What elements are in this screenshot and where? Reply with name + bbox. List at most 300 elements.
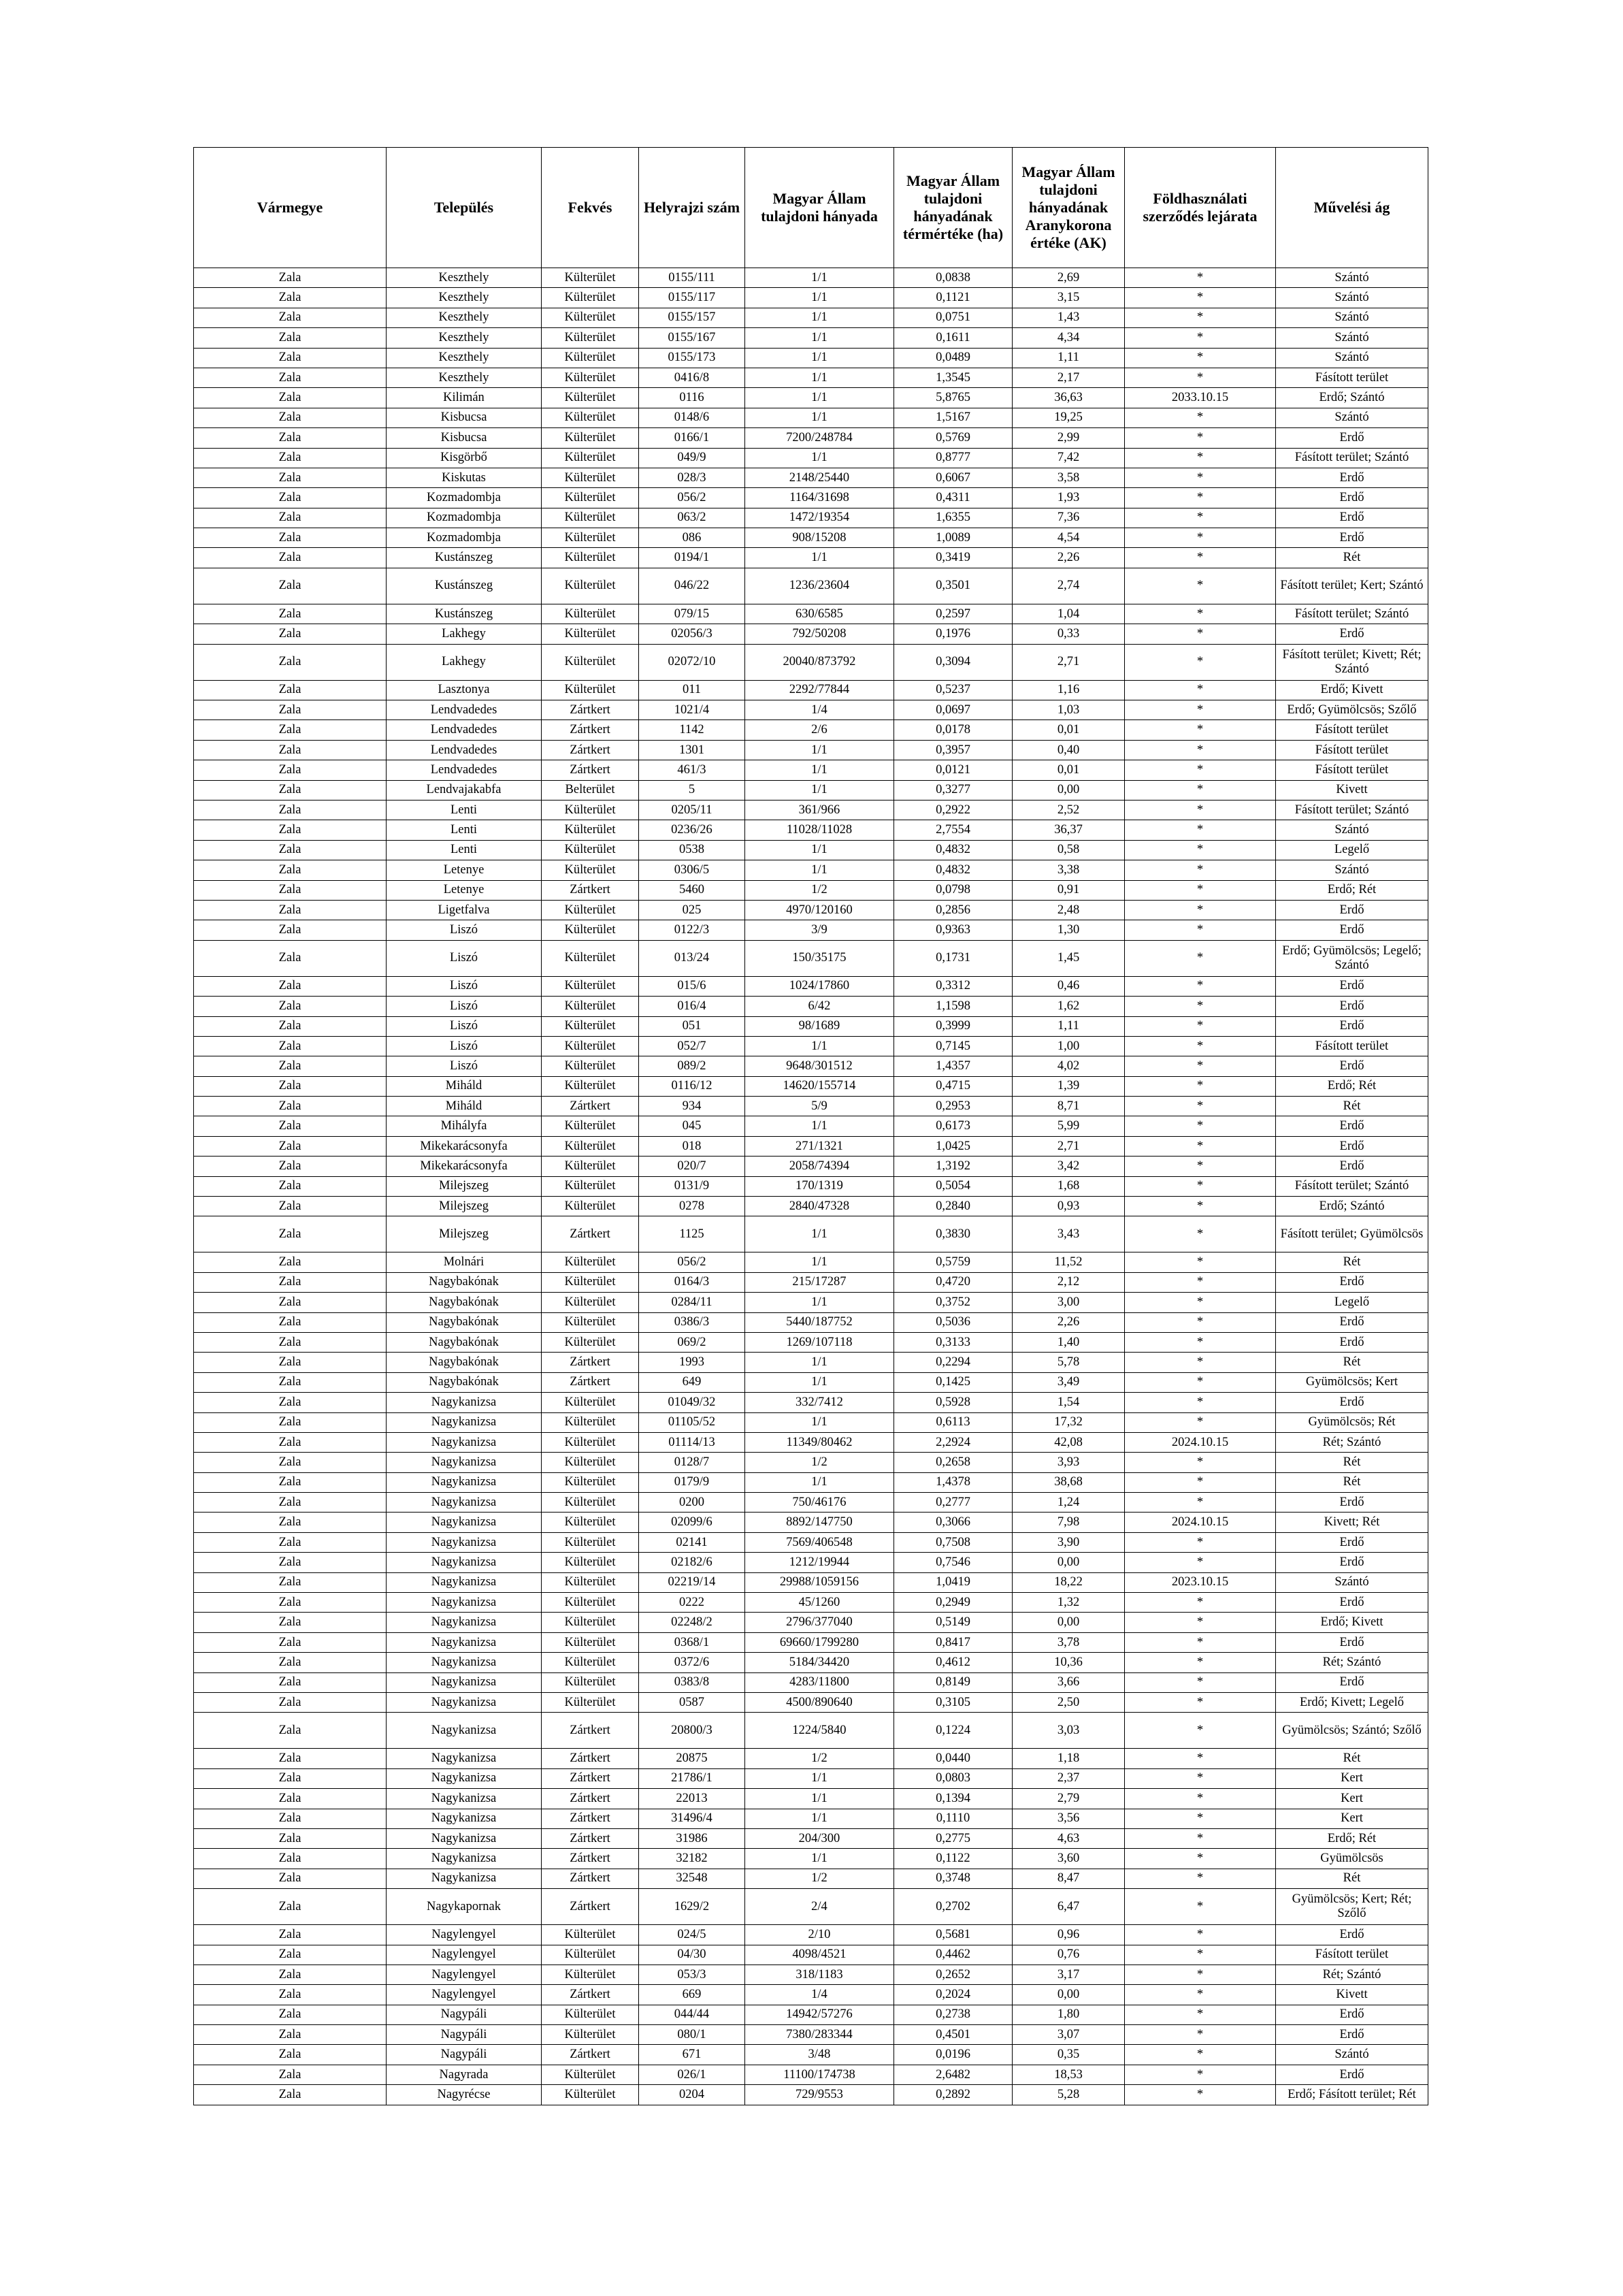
county-cell: Zala — [194, 1056, 387, 1076]
county-cell: Zala — [194, 1293, 387, 1312]
location-type-cell: Külterület — [542, 428, 639, 448]
table-row — [194, 1272, 1428, 1292]
contract-expiry-cell: * — [1125, 680, 1276, 700]
contract-expiry-cell: * — [1125, 1097, 1276, 1116]
gold-crown-value-cell: 7,42 — [1013, 448, 1125, 468]
cultivation-branch-cell: Szántó — [1276, 820, 1428, 840]
ownership-share-cell: 1/1 — [745, 408, 894, 427]
location-type-cell: Külterület — [542, 2065, 639, 2084]
gold-crown-value-cell: 38,68 — [1013, 1472, 1125, 1492]
settlement-cell: Keszthely — [387, 368, 542, 387]
ownership-share-cell: 2/6 — [745, 720, 894, 740]
contract-expiry-cell: * — [1125, 1869, 1276, 1888]
location-type-cell: Külterület — [542, 448, 639, 468]
parcel-number-cell: 0538 — [639, 840, 745, 860]
table-row — [194, 1157, 1428, 1176]
cultivation-branch-cell: Szántó — [1276, 408, 1428, 427]
location-type-cell: Zártkert — [542, 1353, 639, 1372]
parcel-number-cell: 0368/1 — [639, 1632, 745, 1652]
contract-expiry-cell: * — [1125, 508, 1276, 528]
contract-expiry-cell: * — [1125, 1293, 1276, 1312]
table-row — [194, 1176, 1428, 1196]
ownership-share-cell: 7380/283344 — [745, 2025, 894, 2045]
county-cell: Zala — [194, 800, 387, 820]
cultivation-branch-cell: Rét — [1276, 1453, 1428, 1472]
settlement-cell: Molnári — [387, 1252, 542, 1272]
settlement-cell: Nagybakónak — [387, 1312, 542, 1332]
location-type-cell: Külterület — [542, 1613, 639, 1632]
ownership-share-cell: 29988/1059156 — [745, 1572, 894, 1592]
table-row — [194, 700, 1428, 720]
location-type-cell: Zártkert — [542, 700, 639, 720]
ownership-share-cell: 45/1260 — [745, 1593, 894, 1613]
gold-crown-value-cell: 8,47 — [1013, 1869, 1125, 1888]
cultivation-branch-cell: Erdő — [1276, 900, 1428, 920]
cultivation-branch-cell: Erdő — [1276, 1116, 1428, 1136]
cultivation-branch-cell: Erdő — [1276, 1593, 1428, 1613]
gold-crown-value-cell: 2,79 — [1013, 1789, 1125, 1809]
location-type-cell: Külterület — [542, 1925, 639, 1945]
contract-expiry-cell: * — [1125, 1116, 1276, 1136]
parcel-number-cell: 0386/3 — [639, 1312, 745, 1332]
col-header-muvelesi-ag: Művelési ág — [1276, 148, 1428, 268]
gold-crown-value-cell: 3,56 — [1013, 1809, 1125, 1828]
table-row — [194, 1768, 1428, 1788]
area-ha-cell: 0,1425 — [894, 1372, 1013, 1392]
area-ha-cell: 0,8149 — [894, 1672, 1013, 1692]
parcel-number-cell: 049/9 — [639, 448, 745, 468]
settlement-cell: Liszó — [387, 997, 542, 1016]
table-row — [194, 1197, 1428, 1216]
table-row — [194, 760, 1428, 780]
ownership-share-cell: 11028/11028 — [745, 820, 894, 840]
cultivation-branch-cell: Erdő — [1276, 1493, 1428, 1513]
ownership-share-cell: 7569/406548 — [745, 1532, 894, 1552]
gold-crown-value-cell: 1,00 — [1013, 1036, 1125, 1056]
contract-expiry-cell: 2023.10.15 — [1125, 1572, 1276, 1592]
gold-crown-value-cell: 0,00 — [1013, 1613, 1125, 1632]
gold-crown-value-cell: 2,71 — [1013, 644, 1125, 680]
county-cell: Zala — [194, 1272, 387, 1292]
parcel-number-cell: 052/7 — [639, 1036, 745, 1056]
cultivation-branch-cell: Fásított terület — [1276, 368, 1428, 387]
contract-expiry-cell: * — [1125, 1157, 1276, 1176]
ownership-share-cell: 1/1 — [745, 288, 894, 308]
area-ha-cell: 0,1611 — [894, 328, 1013, 348]
gold-crown-value-cell: 1,45 — [1013, 940, 1125, 976]
parcel-number-cell: 0166/1 — [639, 428, 745, 448]
cultivation-branch-cell: Erdő; Rét — [1276, 880, 1428, 900]
county-cell: Zala — [194, 2005, 387, 2024]
parcel-number-cell: 31496/4 — [639, 1809, 745, 1828]
location-type-cell: Külterület — [542, 900, 639, 920]
cultivation-branch-cell: Erdő; Szántó — [1276, 1197, 1428, 1216]
parcel-number-cell: 02056/3 — [639, 624, 745, 644]
county-cell: Zala — [194, 1653, 387, 1672]
table-row — [194, 2045, 1428, 2065]
location-type-cell: Külterület — [542, 1964, 639, 1984]
parcel-number-cell: 025 — [639, 900, 745, 920]
parcel-number-cell: 0306/5 — [639, 860, 745, 880]
county-cell: Zala — [194, 1432, 387, 1452]
parcel-number-cell: 0155/167 — [639, 328, 745, 348]
parcel-number-cell: 0155/173 — [639, 348, 745, 368]
cultivation-branch-cell: Rét; Szántó — [1276, 1964, 1428, 1984]
cultivation-branch-cell: Kert — [1276, 1789, 1428, 1809]
table-row — [194, 1412, 1428, 1432]
col-header-fekves: Fekvés — [542, 148, 639, 268]
table-row — [194, 488, 1428, 508]
contract-expiry-cell: * — [1125, 1532, 1276, 1552]
settlement-cell: Nagyrécse — [387, 2085, 542, 2105]
settlement-cell: Nagybakónak — [387, 1353, 542, 1372]
parcel-number-cell: 0383/8 — [639, 1672, 745, 1692]
location-type-cell: Külterület — [542, 840, 639, 860]
ownership-share-cell: 908/15208 — [745, 528, 894, 548]
gold-crown-value-cell: 2,99 — [1013, 428, 1125, 448]
cultivation-branch-cell: Fásított terület; Kivett; Rét; Szántó — [1276, 644, 1428, 680]
location-type-cell: Külterület — [542, 508, 639, 528]
contract-expiry-cell: * — [1125, 740, 1276, 760]
cultivation-branch-cell: Rét — [1276, 1472, 1428, 1492]
location-type-cell: Külterület — [542, 288, 639, 308]
ownership-share-cell: 1/4 — [745, 700, 894, 720]
ownership-share-cell: 6/42 — [745, 997, 894, 1016]
contract-expiry-cell: * — [1125, 1136, 1276, 1156]
parcel-number-cell: 051 — [639, 1016, 745, 1036]
table-row — [194, 920, 1428, 940]
settlement-cell: Liszó — [387, 1056, 542, 1076]
area-ha-cell: 1,4378 — [894, 1472, 1013, 1492]
cultivation-branch-cell: Gyümölcsös; Rét — [1276, 1412, 1428, 1432]
location-type-cell: Külterület — [542, 388, 639, 408]
table-row — [194, 780, 1428, 800]
cultivation-branch-cell: Erdő; Rét — [1276, 1828, 1428, 1848]
gold-crown-value-cell: 11,52 — [1013, 1252, 1125, 1272]
location-type-cell: Külterület — [542, 1076, 639, 1096]
table-row — [194, 568, 1428, 604]
ownership-share-cell: 1269/107118 — [745, 1332, 894, 1352]
contract-expiry-cell: * — [1125, 644, 1276, 680]
area-ha-cell: 1,6355 — [894, 508, 1013, 528]
contract-expiry-cell: * — [1125, 308, 1276, 327]
settlement-cell: Letenye — [387, 860, 542, 880]
cultivation-branch-cell: Erdő — [1276, 1553, 1428, 1572]
area-ha-cell: 0,5237 — [894, 680, 1013, 700]
cultivation-branch-cell: Erdő — [1276, 2065, 1428, 2084]
county-cell: Zala — [194, 900, 387, 920]
parcel-number-cell: 21786/1 — [639, 1768, 745, 1788]
county-cell: Zala — [194, 1393, 387, 1412]
location-type-cell: Külterület — [542, 1157, 639, 1176]
ownership-share-cell: 4283/11800 — [745, 1672, 894, 1692]
cultivation-branch-cell: Erdő — [1276, 1056, 1428, 1076]
contract-expiry-cell: * — [1125, 2045, 1276, 2065]
contract-expiry-cell: * — [1125, 1353, 1276, 1372]
cultivation-branch-cell: Erdő — [1276, 1016, 1428, 1036]
ownership-share-cell: 1224/5840 — [745, 1713, 894, 1749]
parcel-number-cell: 1301 — [639, 740, 745, 760]
table-row — [194, 1252, 1428, 1272]
parcel-number-cell: 020/7 — [639, 1157, 745, 1176]
county-cell: Zala — [194, 1412, 387, 1432]
ownership-share-cell: 1/1 — [745, 1789, 894, 1809]
cultivation-branch-cell: Legelő — [1276, 840, 1428, 860]
county-cell: Zala — [194, 1809, 387, 1828]
cultivation-branch-cell: Fásított terület; Szántó — [1276, 448, 1428, 468]
county-cell: Zala — [194, 388, 387, 408]
cultivation-branch-cell: Szántó — [1276, 2045, 1428, 2065]
area-ha-cell: 0,3419 — [894, 548, 1013, 568]
settlement-cell: Nagykanizsa — [387, 1513, 542, 1532]
table-row — [194, 800, 1428, 820]
county-cell: Zala — [194, 428, 387, 448]
area-ha-cell: 0,6113 — [894, 1412, 1013, 1432]
table-row — [194, 528, 1428, 548]
table-row — [194, 1593, 1428, 1613]
area-ha-cell: 0,3312 — [894, 976, 1013, 996]
gold-crown-value-cell: 3,93 — [1013, 1453, 1125, 1472]
gold-crown-value-cell: 4,63 — [1013, 1828, 1125, 1848]
contract-expiry-cell: * — [1125, 1216, 1276, 1252]
ownership-share-cell: 1236/23604 — [745, 568, 894, 604]
location-type-cell: Külterület — [542, 1553, 639, 1572]
area-ha-cell: 2,2924 — [894, 1432, 1013, 1452]
location-type-cell: Zártkert — [542, 1869, 639, 1888]
gold-crown-value-cell: 3,90 — [1013, 1532, 1125, 1552]
gold-crown-value-cell: 1,30 — [1013, 920, 1125, 940]
settlement-cell: Nagykanizsa — [387, 1613, 542, 1632]
area-ha-cell: 0,4501 — [894, 2025, 1013, 2045]
gold-crown-value-cell: 1,04 — [1013, 604, 1125, 624]
settlement-cell: Nagykanizsa — [387, 1713, 542, 1749]
county-cell: Zala — [194, 1828, 387, 1848]
contract-expiry-cell: * — [1125, 2005, 1276, 2024]
settlement-cell: Ligetfalva — [387, 900, 542, 920]
cultivation-branch-cell: Erdő — [1276, 1157, 1428, 1176]
cultivation-branch-cell: Szántó — [1276, 308, 1428, 327]
parcel-number-cell: 0416/8 — [639, 368, 745, 387]
table-row — [194, 1513, 1428, 1532]
settlement-cell: Kozmadombja — [387, 488, 542, 508]
parcel-number-cell: 0204 — [639, 2085, 745, 2105]
cultivation-branch-cell: Szántó — [1276, 328, 1428, 348]
area-ha-cell: 0,0196 — [894, 2045, 1013, 2065]
table-row — [194, 448, 1428, 468]
settlement-cell: Lendvadedes — [387, 760, 542, 780]
contract-expiry-cell: * — [1125, 1372, 1276, 1392]
county-cell: Zala — [194, 1157, 387, 1176]
parcel-number-cell: 056/2 — [639, 488, 745, 508]
cultivation-branch-cell: Erdő — [1276, 428, 1428, 448]
area-ha-cell: 0,7508 — [894, 1532, 1013, 1552]
cultivation-branch-cell: Kert — [1276, 1809, 1428, 1828]
ownership-share-cell: 1/1 — [745, 1412, 894, 1432]
ownership-share-cell: 69660/1799280 — [745, 1632, 894, 1652]
parcel-number-cell: 063/2 — [639, 508, 745, 528]
settlement-cell: Nagylengyel — [387, 1925, 542, 1945]
location-type-cell: Külterület — [542, 2025, 639, 2045]
location-type-cell: Külterület — [542, 1593, 639, 1613]
parcel-number-cell: 5 — [639, 780, 745, 800]
county-cell: Zala — [194, 348, 387, 368]
gold-crown-value-cell: 0,93 — [1013, 1197, 1125, 1216]
ownership-share-cell: 170/1319 — [745, 1176, 894, 1196]
cultivation-branch-cell: Fásított terület — [1276, 720, 1428, 740]
location-type-cell: Zártkert — [542, 880, 639, 900]
ownership-share-cell: 1/1 — [745, 368, 894, 387]
land-parcel-table-page — [193, 147, 1428, 2105]
county-cell: Zala — [194, 1789, 387, 1809]
parcel-number-cell: 0179/9 — [639, 1472, 745, 1492]
parcel-number-cell: 22013 — [639, 1789, 745, 1809]
settlement-cell: Nagybakónak — [387, 1272, 542, 1292]
settlement-cell: Lenti — [387, 800, 542, 820]
table-row — [194, 1789, 1428, 1809]
contract-expiry-cell: * — [1125, 1453, 1276, 1472]
location-type-cell: Külterület — [542, 1136, 639, 1156]
contract-expiry-cell: * — [1125, 1653, 1276, 1672]
table-row — [194, 1925, 1428, 1945]
table-row — [194, 1036, 1428, 1056]
area-ha-cell: 0,2702 — [894, 1889, 1013, 1925]
contract-expiry-cell: * — [1125, 1312, 1276, 1332]
area-ha-cell: 0,4832 — [894, 860, 1013, 880]
location-type-cell: Külterület — [542, 308, 639, 327]
cultivation-branch-cell: Erdő — [1276, 1312, 1428, 1332]
table-row — [194, 1493, 1428, 1513]
contract-expiry-cell: * — [1125, 820, 1276, 840]
county-cell: Zala — [194, 1593, 387, 1613]
area-ha-cell: 1,0089 — [894, 528, 1013, 548]
settlement-cell: Nagykanizsa — [387, 1768, 542, 1788]
ownership-share-cell: 1/1 — [745, 448, 894, 468]
location-type-cell: Külterület — [542, 1293, 639, 1312]
area-ha-cell: 0,0489 — [894, 348, 1013, 368]
county-cell: Zala — [194, 1197, 387, 1216]
parcel-number-cell: 934 — [639, 1097, 745, 1116]
location-type-cell: Külterület — [542, 1412, 639, 1432]
table-row — [194, 644, 1428, 680]
ownership-share-cell: 3/48 — [745, 2045, 894, 2065]
parcel-number-cell: 0122/3 — [639, 920, 745, 940]
county-cell: Zala — [194, 1849, 387, 1869]
location-type-cell: Külterület — [542, 408, 639, 427]
area-ha-cell: 0,1110 — [894, 1809, 1013, 1828]
gold-crown-value-cell: 0,46 — [1013, 976, 1125, 996]
location-type-cell: Zártkert — [542, 1097, 639, 1116]
table-body — [194, 268, 1428, 2105]
ownership-share-cell: 1/1 — [745, 548, 894, 568]
ownership-share-cell: 8892/147750 — [745, 1513, 894, 1532]
parcel-number-cell: 01114/13 — [639, 1432, 745, 1452]
contract-expiry-cell: * — [1125, 1693, 1276, 1713]
parcel-number-cell: 086 — [639, 528, 745, 548]
ownership-share-cell: 1/1 — [745, 1849, 894, 1869]
contract-expiry-cell: 2024.10.15 — [1125, 1432, 1276, 1452]
area-ha-cell: 0,0803 — [894, 1768, 1013, 1788]
table-row — [194, 1076, 1428, 1096]
table-row — [194, 2065, 1428, 2084]
gold-crown-value-cell: 7,36 — [1013, 508, 1125, 528]
land-parcel-table — [193, 147, 1428, 2105]
gold-crown-value-cell: 2,37 — [1013, 1768, 1125, 1788]
location-type-cell: Külterület — [542, 2005, 639, 2024]
contract-expiry-cell: * — [1125, 1945, 1276, 1964]
contract-expiry-cell: * — [1125, 920, 1276, 940]
contract-expiry-cell: * — [1125, 1925, 1276, 1945]
area-ha-cell: 0,2294 — [894, 1353, 1013, 1372]
settlement-cell: Keszthely — [387, 268, 542, 288]
location-type-cell: Külterület — [542, 268, 639, 288]
contract-expiry-cell: * — [1125, 1613, 1276, 1632]
county-cell: Zala — [194, 880, 387, 900]
county-cell: Zala — [194, 1097, 387, 1116]
location-type-cell: Külterület — [542, 1653, 639, 1672]
contract-expiry-cell: * — [1125, 1332, 1276, 1352]
table-row — [194, 1353, 1428, 1372]
table-row — [194, 1553, 1428, 1572]
location-type-cell: Külterület — [542, 1945, 639, 1964]
area-ha-cell: 0,5928 — [894, 1393, 1013, 1412]
settlement-cell: Lakhegy — [387, 644, 542, 680]
contract-expiry-cell: * — [1125, 1472, 1276, 1492]
contract-expiry-cell: * — [1125, 940, 1276, 976]
county-cell: Zala — [194, 820, 387, 840]
contract-expiry-cell: * — [1125, 1176, 1276, 1196]
area-ha-cell: 0,4612 — [894, 1653, 1013, 1672]
table-row — [194, 2005, 1428, 2024]
gold-crown-value-cell: 1,18 — [1013, 1749, 1125, 1768]
location-type-cell: Külterület — [542, 1393, 639, 1412]
contract-expiry-cell: * — [1125, 468, 1276, 487]
gold-crown-value-cell: 2,71 — [1013, 1136, 1125, 1156]
gold-crown-value-cell: 2,26 — [1013, 548, 1125, 568]
parcel-number-cell: 01105/52 — [639, 1412, 745, 1432]
settlement-cell: Kisbucsa — [387, 408, 542, 427]
gold-crown-value-cell: 0,33 — [1013, 624, 1125, 644]
table-row — [194, 1016, 1428, 1036]
gold-crown-value-cell: 3,78 — [1013, 1632, 1125, 1652]
county-cell: Zala — [194, 448, 387, 468]
settlement-cell: Nagykanizsa — [387, 1869, 542, 1888]
county-cell: Zala — [194, 976, 387, 996]
contract-expiry-cell: * — [1125, 1768, 1276, 1788]
gold-crown-value-cell: 3,07 — [1013, 2025, 1125, 2045]
table-row — [194, 1097, 1428, 1116]
gold-crown-value-cell: 3,66 — [1013, 1672, 1125, 1692]
parcel-number-cell: 079/15 — [639, 604, 745, 624]
settlement-cell: Nagykanizsa — [387, 1532, 542, 1552]
area-ha-cell: 2,7554 — [894, 820, 1013, 840]
ownership-share-cell: 1/1 — [745, 1252, 894, 1272]
location-type-cell: Zártkert — [542, 1889, 639, 1925]
county-cell: Zala — [194, 1372, 387, 1392]
location-type-cell: Zártkert — [542, 1828, 639, 1848]
table-row — [194, 740, 1428, 760]
table-row — [194, 1312, 1428, 1332]
county-cell: Zala — [194, 860, 387, 880]
cultivation-branch-cell: Fásított terület — [1276, 760, 1428, 780]
location-type-cell: Zártkert — [542, 740, 639, 760]
col-header-tulajdoni-hanyad: Magyar Állam tulajdoni hányada — [745, 148, 894, 268]
settlement-cell: Nagykanizsa — [387, 1393, 542, 1412]
location-type-cell: Zártkert — [542, 1749, 639, 1768]
area-ha-cell: 0,5769 — [894, 428, 1013, 448]
cultivation-branch-cell: Erdő — [1276, 1393, 1428, 1412]
area-ha-cell: 0,2597 — [894, 604, 1013, 624]
cultivation-branch-cell: Erdő; Kivett; Legelő — [1276, 1693, 1428, 1713]
